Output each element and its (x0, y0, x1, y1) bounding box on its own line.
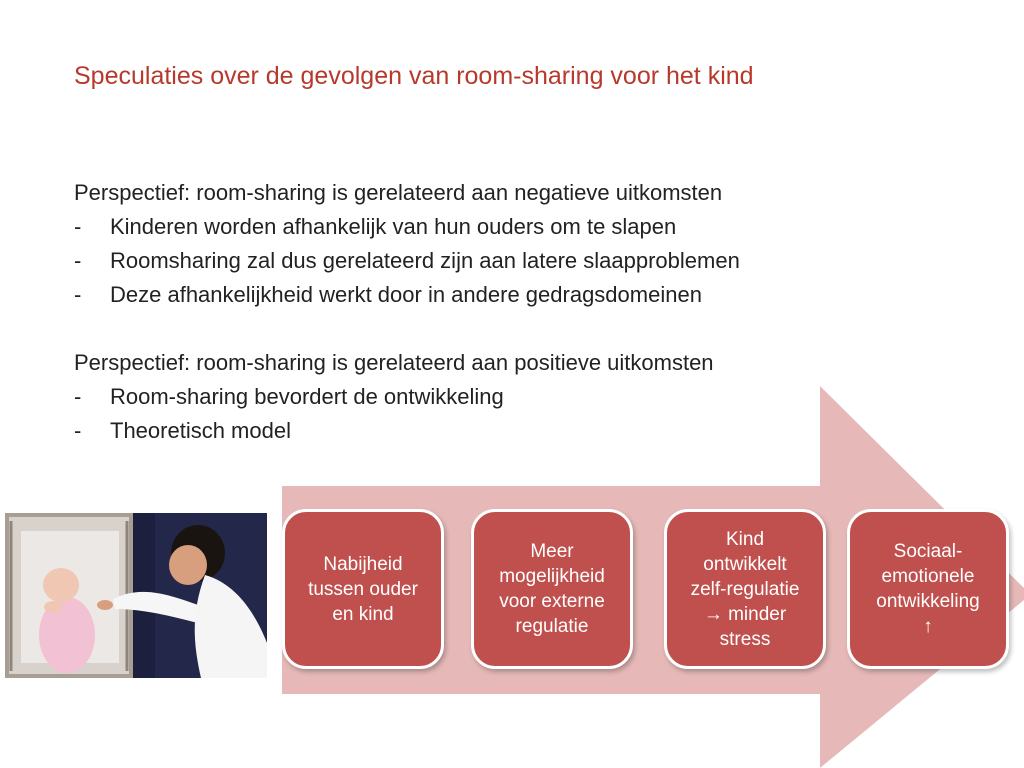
bullet-text: Room-sharing bevordert de ontwikkeling (110, 384, 504, 409)
bullet-text: Kinderen worden afhankelijk van hun ouders om te slapen (110, 214, 677, 239)
bullet-dash: - (74, 418, 82, 443)
list-item (74, 380, 714, 414)
model-step-self-regulation (664, 509, 826, 669)
bullet-text: Deze afhankelijkheid werkt door in andere gedragsdomeinen (110, 282, 702, 307)
model-step-label: Meer mogelijkheid voor externe regulatie (499, 541, 605, 637)
mother-baby-photo (5, 513, 267, 678)
model-step-label: Nabijheid tussen ouder en kind (308, 553, 418, 625)
positive-perspective-section (74, 346, 714, 448)
bullet-text: Roomsharing zal dus gerelateerd zijn aan latere slaapproblemen (110, 248, 740, 273)
model-step-socio-emotional (847, 509, 1009, 669)
model-step-label: Kind ontwikkelt zelf-regulatie → minder stress (690, 528, 800, 650)
model-step-label: Sociaal- emotionele ontwikkeling ↑ (876, 541, 980, 637)
positive-perspective-heading: Perspectief: room-sharing is gerelateerd aan positieve uitkomsten (74, 350, 714, 375)
photo-illustration (5, 513, 267, 678)
negative-perspective-heading: Perspectief: room-sharing is gerelateerd aan negatieve uitkomsten (74, 180, 723, 205)
bullet-dash: - (74, 248, 82, 273)
model-step-proximity (282, 509, 444, 669)
bullet-dash: - (74, 214, 82, 239)
bullet-dash: - (74, 282, 82, 307)
bullet-dash: - (74, 384, 82, 409)
model-step-external-regulation (471, 509, 633, 669)
slide-title: Speculaties over de gevolgen van room-sharing voor het kind (74, 62, 754, 90)
list-item (74, 414, 714, 448)
bullet-text: Theoretisch model (110, 418, 291, 443)
